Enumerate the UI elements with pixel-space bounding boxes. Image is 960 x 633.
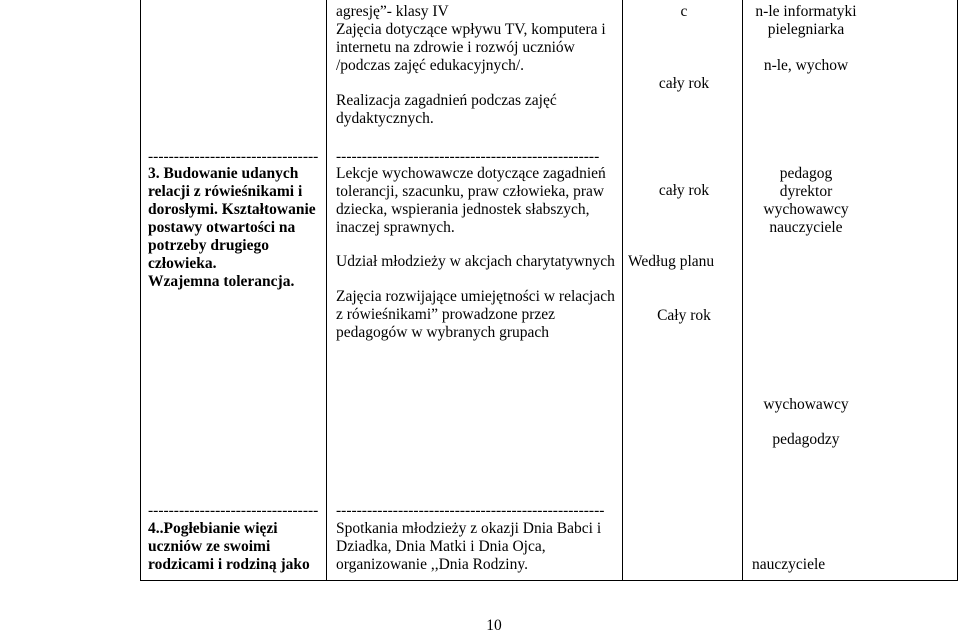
topic-line: 3. Budowanie udanych [148,165,299,182]
activity-line: Realizacja zagadnień podczas zajęć [336,92,557,109]
activity-block [336,253,615,271]
term-cell [628,253,714,271]
activity-line: z rówieśnikami” prowadzone przez [336,306,556,323]
activity-line: Dziadka, Dnia Matki i Dnia Ojca, [336,538,546,555]
responsible-person: nauczyciele [769,219,843,236]
term-cell [622,307,746,325]
responsible-block [742,3,870,39]
term-cell [622,3,746,21]
activity-line: inaczej sprawnych. [336,219,455,236]
topic-line: postawy otwartości na [148,219,296,236]
activity-block [336,520,601,574]
responsible-block [742,431,870,449]
topic-separator [148,502,318,520]
topic-line: potrzeby drugiego [148,237,269,254]
responsible-person: nauczyciele [752,556,826,573]
activities-separator [336,148,599,166]
responsible-person: pedagog [779,165,833,182]
responsible-block [752,556,825,574]
dashed-separator: ---------------------------------------------------- [336,502,605,519]
responsible-person: wychowawcy [763,396,849,413]
term-text: cały rok [658,182,710,199]
topic-line: relacji z rówieśnikami i [148,183,303,200]
topic-line: 4..Pogłebianie więzi [148,520,278,537]
activity-line: /podczas zajęć edukacyjnych/. [336,57,525,74]
topic-line: rodzicami i rodziną jako [148,556,310,573]
responsible-person: dyrektor [779,183,833,200]
activity-block [336,288,615,342]
activity-line: dziecka, wspierania jednostek słabszych, [336,201,590,218]
activity-block [336,3,606,75]
activity-line: Lekcje wychowawcze dotyczące zagadnień [336,165,606,182]
activity-line: agresję”- klasy IV [336,3,449,20]
responsible-block [742,57,870,75]
activity-line: tolerancji, szacunku, praw człowieka, praw [336,183,605,200]
topic-heading [148,520,310,574]
dashed-separator: --------------------------------------------------- [336,148,600,165]
activity-line: Zajęcia dotyczące wpływu TV, komputera i [336,21,606,38]
term-text: Według planu [628,253,715,270]
responsible-person: n-le informatyki [755,3,857,20]
term-text: Cały rok [657,307,711,324]
topic-line: Wzajemna tolerancja. [148,273,295,290]
activity-line: organizowanie ,,Dnia Rodziny. [336,556,528,573]
term-text: cały rok [658,75,710,92]
dashed-separator: --------------------------------- [148,148,319,165]
responsible-block [742,165,870,237]
page-number: 10 [486,617,502,633]
activity-line: Spotkania młodzieży z okazji Dnia Babci i [336,520,602,537]
column-divider-topic-activities [326,0,327,581]
term-text: c [680,3,688,20]
activities-separator [336,502,604,520]
activity-block [336,92,557,128]
table-border-left [140,0,141,581]
dashed-separator: --------------------------------- [148,502,319,519]
term-cell [622,75,746,93]
activity-line: Udział młodzieży w akcjach charytatywnych [336,253,615,270]
responsible-person: n-le, wychow [763,57,849,74]
topic-line: dorosłymi. Kształtowanie [148,201,316,218]
responsible-person: pedagodzy [772,431,840,448]
responsible-person: pielegniarka [767,21,845,38]
activity-line: pedagogów w wybranych grupach [336,324,550,341]
activity-line: dydaktycznych. [336,110,434,127]
responsible-block [742,396,870,414]
table-border-right [957,0,958,581]
topic-line: uczniów ze swoimi [148,538,271,555]
topic-separator [148,148,318,166]
topic-line: człowieka. [148,255,217,272]
activity-line: internetu na zdrowie i rozwój uczniów [336,39,575,56]
responsible-person: wychowawcy [763,201,849,218]
table-border-bottom [140,580,958,581]
activity-block [336,165,606,237]
term-cell [622,182,746,200]
page-footer [474,617,514,633]
activity-line: Zajęcia rozwijające umiejętności w relacjach [336,288,615,305]
topic-heading [148,165,316,291]
